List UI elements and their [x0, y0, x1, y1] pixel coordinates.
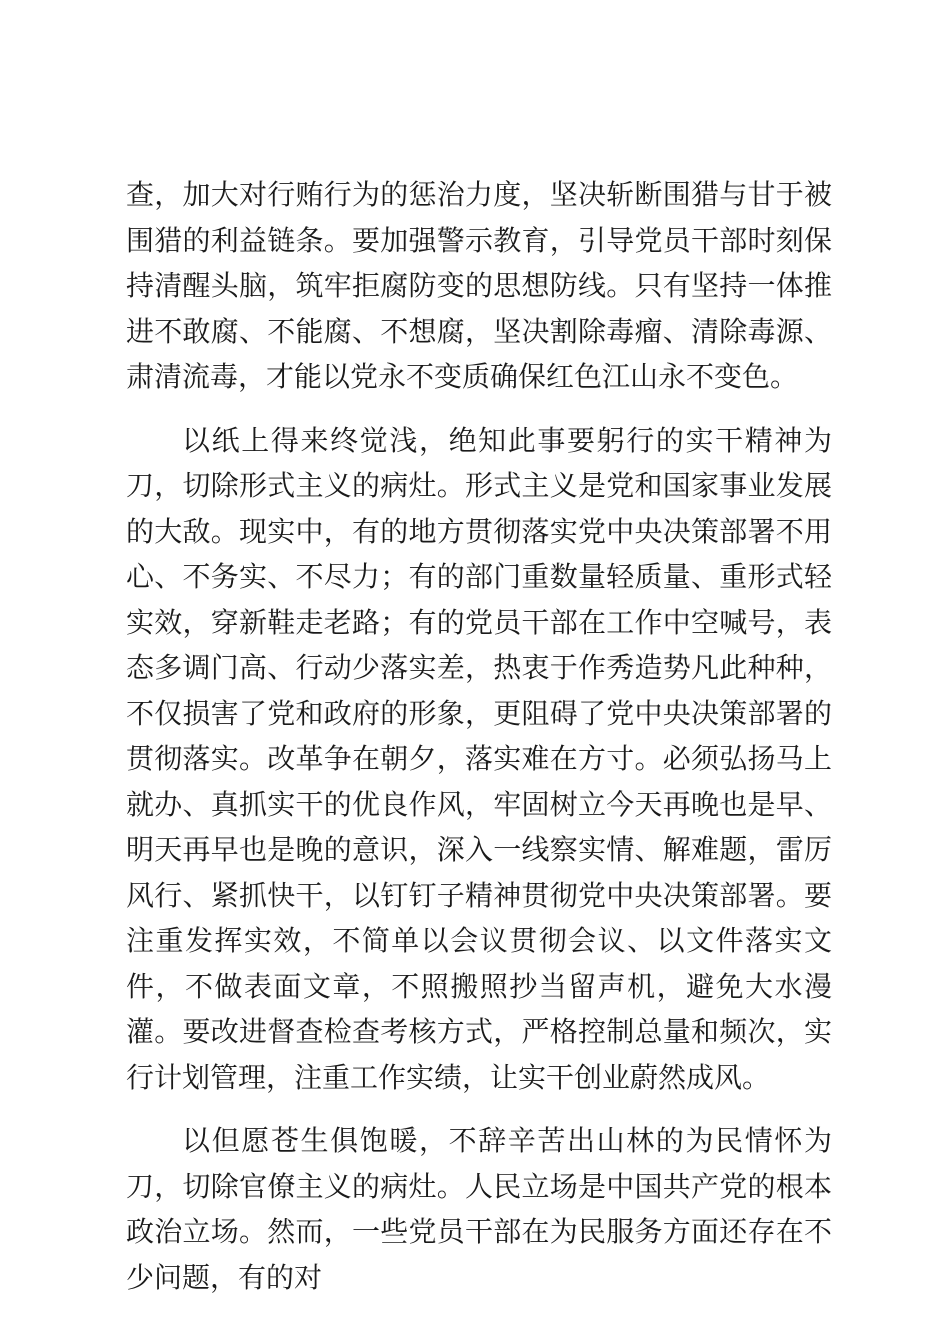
body-text	[126, 172, 832, 1318]
paragraph-continued: 查，加大对行贿行为的惩治力度，坚决斩断围猎与甘于被围猎的利益链条。要加强警示教育，引导党员干部时刻保持清醒头脑，筑牢拒腐防变的思想防线。只有坚持一体推进不敢腐、不能腐、不想腐，坚决割除毒瘤、清除毒源、肃清流毒，才能以党永不变质确保红色江山永不变色。	[126, 178, 832, 393]
paragraph-bureaucratism: 以但愿苍生俱饱暖，不辞辛苦出山林的为民情怀为刀，切除官僚主义的病灶。人民立场是中国共产党的根本政治立场。然而，一些党员干部在为民服务方面还存在不少问题，有的对	[126, 1124, 832, 1294]
paragraph-formalism: 以纸上得来终觉浅，绝知此事要躬行的实干精神为刀，切除形式主义的病灶。形式主义是党和国家事业发展的大敌。现实中，有的地方贯彻落实党中央决策部署不用心、不务实、不尽力；有的部门重数量轻质量、重形式轻实效，穿新鞋走老路；有的党员干部在工作中空喊号，表态多调门高、行动少落实差，热衷于作秀造势凡此种种，不仅损害了党和政府的形象，更阻碍了党中央决策部署的贯彻落实。改革争在朝夕，落实难在方寸。必须弘扬马上就办、真抓实干的优良作风，牢固树立今天再晚也是早、明天再早也是晚的意识，深入一线察实情、解难题，雷厉风行、紧抓快干，以钉钉子精神贯彻党中央决策部署。要注重发挥实效，不简单以会议贯彻会议、以文件落实文件，不做表面文章，不照搬照抄当留声机，避免大水漫灌。要改进督查检查考核方式，严格控制总量和频次，实行计划管理，注重工作实绩，让实干创业蔚然成风。	[126, 423, 832, 1094]
